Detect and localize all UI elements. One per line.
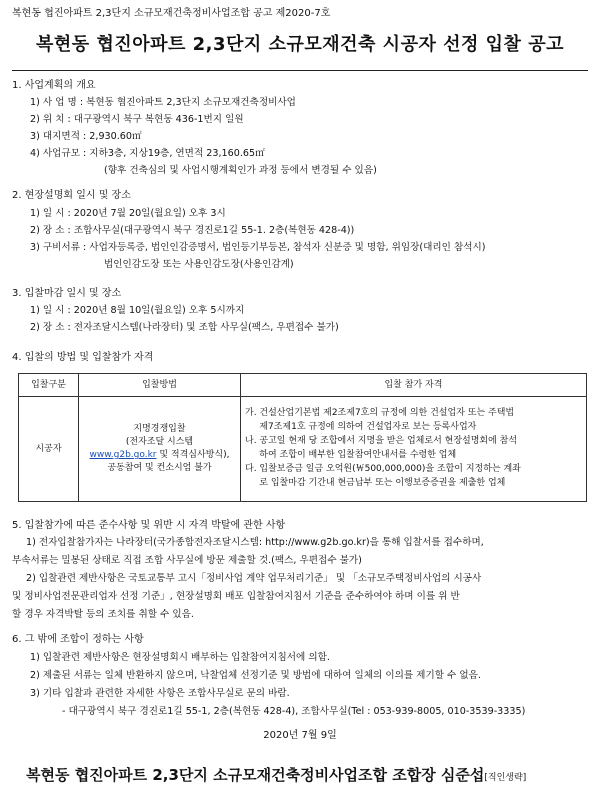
s5-line-2: 부속서류는 밀봉된 상태로 직접 조합 사무실에 방문 제출할 것.(팩스, 우편접수 불가) <box>12 555 362 566</box>
s1-location: 2) 위 치 : 대구광역시 북구 복현동 436-1번지 일원 <box>30 114 244 125</box>
s5-line-3: 2) 입찰관련 제반사항은 국토교통부 고시「정비사업 계약 업무처리기준」 및 「소규모주택정비사업의 시공사 <box>26 573 482 584</box>
method-line-3 <box>79 449 240 462</box>
method-line-3-text: 및 적격심사방식), <box>156 450 230 460</box>
cell-qualification <box>241 397 587 502</box>
section-5-heading: 5. 입찰참가에 따른 준수사항 및 위반 시 자격 박탈에 관한 사항 <box>12 520 286 531</box>
qualification-line: 나. 공고일 현재 당 조합에서 지명을 받은 업체로서 현장설명회에 참석 <box>245 436 518 447</box>
title-divider <box>12 70 588 71</box>
header-qualification: 입찰 참가 자격 <box>241 374 587 397</box>
section-3-heading: 3. 입찰마감 일시 및 장소 <box>12 288 122 299</box>
cell-division: 시공자 <box>19 397 79 502</box>
method-line-1: 지명경쟁입찰 <box>133 423 186 434</box>
section-1-heading: 1. 사업계획의 개요 <box>12 80 96 91</box>
header-method: 입찰방법 <box>79 374 241 397</box>
s3-place: 2) 장 소 : 전자조달시스템(나라장터) 및 조합 사무실(팩스, 우편접수 불가) <box>30 322 339 333</box>
page-title: 복현동 협진아파트 2,3단지 소규모재건축 시공자 선정 입찰 공고 <box>36 34 564 55</box>
cell-method <box>79 397 241 502</box>
s2-place: 2) 장 소 : 조합사무실(대구광역시 북구 경진로1길 55-1. 2층(복현동 428-4)) <box>30 225 355 236</box>
signer-line <box>26 766 526 784</box>
section-4-heading: 4. 입찰의 방법 및 입찰참가 자격 <box>12 352 154 363</box>
qualification-line: 다. 입찰보증금 일금 오억원(￦500,000,000)을 조합이 지정하는 계좌 <box>245 463 521 474</box>
header-division: 입찰구분 <box>19 374 79 397</box>
qualification-line: 제7조제1호 규정에 의하여 건설업자로 보는 등록사업자 <box>245 422 477 433</box>
s2-documents: 3) 구비서류 : 사업자등록증, 법인인감증명서, 법인등기부등본, 참석자 신분증 및 명함, 위임장(대리인 참석시) <box>30 242 486 253</box>
s1-site-area: 3) 대지면적 : 2,930.60㎡ <box>30 131 142 142</box>
seal-note: [직인생략] <box>484 773 527 783</box>
s2-datetime: 1) 일 시 : 2020년 7월 20일(월요일) 오후 3시 <box>30 208 226 219</box>
s6-item-1: 1) 입찰관련 제반사항은 현장설명회시 배부하는 입찰참여지침서에 의함. <box>30 652 330 663</box>
s6-item-3: 3) 기타 입찰과 관련한 자세한 사항은 조합사무실로 문의 바람. <box>30 688 290 699</box>
s1-note: (향후 건축심의 및 사업시행계획인가 과정 등에서 변경될 수 있음) <box>104 165 377 176</box>
method-line-2: (전자조달 시스템 <box>125 436 194 447</box>
s5-line-5: 할 경우 자격박탈 등의 조치를 취할 수 있음. <box>12 609 194 620</box>
s2-documents-cont: 법인인감도장 또는 사용인감도장(사용인감계) <box>104 259 294 270</box>
s6-item-2: 2) 제출된 서류는 일체 반환하지 않으며, 낙찰업체 선정기준 및 방법에 대하여 일체의 이의를 제기할 수 없음. <box>30 670 481 681</box>
document-number: 복현동 협진아파트 2,3단지 소규모재건축정비사업조합 공고 제2020-7호 <box>12 8 331 19</box>
s5-line-1: 1) 전자입찰참가자는 나라장터(국가종합전자조달시스템: http://www.g2b.go.kr)을 통해 입찰서를 접수하며, <box>26 537 484 548</box>
method-line-4: 공동참여 및 컨소시엄 불가 <box>107 463 212 474</box>
bid-qualification-table <box>18 373 587 502</box>
qualification-line: 가. 건설산업기본법 제2조제7호의 규정에 의한 건설업자 또는 주택법 <box>245 408 515 419</box>
qualification-line: 하여 조합이 배부한 입찰참여안내서를 수령한 업체 <box>245 450 457 460</box>
table-row <box>19 397 587 502</box>
qualification-line: 로 입찰마감 기간내 현금납부 또는 이행보증증권을 제출한 업체 <box>245 477 506 488</box>
signer-name: 복현동 협진아파트 2,3단지 소규모재건축정비사업조합 조합장 심준섭 <box>26 766 485 784</box>
s5-line-4: 및 정비사업전문관리업자 선정 기준」, 현장설명회 배포 입찰참여지침서 기준을 준수하여야 하며 이를 위 반 <box>12 591 460 602</box>
section-2-heading: 2. 현장설명회 일시 및 장소 <box>12 190 131 201</box>
section-6-heading: 6. 그 밖에 조합이 정하는 사항 <box>12 634 144 645</box>
g2b-link[interactable]: www.g2b.go.kr <box>89 450 157 460</box>
notice-date: 2020년 7월 9일 <box>263 730 337 741</box>
s1-project-name: 1) 사 업 명 : 복현동 협진아파트 2,3단지 소규모재건축정비사업 <box>30 97 296 108</box>
s1-scale: 4) 사업규모 : 지하3층, 지상19층, 연면적 23,160.65㎡ <box>30 148 265 159</box>
s3-deadline: 1) 일 시 : 2020년 8월 10일(월요일) 오후 5시까지 <box>30 305 245 316</box>
table-header-row <box>19 374 587 397</box>
s6-contact: - 대구광역시 북구 경진로1길 55-1, 2층(복현동 428-4), 조합사무실(Tel : 053-939-8005, 010-3539-3335) <box>62 706 526 717</box>
